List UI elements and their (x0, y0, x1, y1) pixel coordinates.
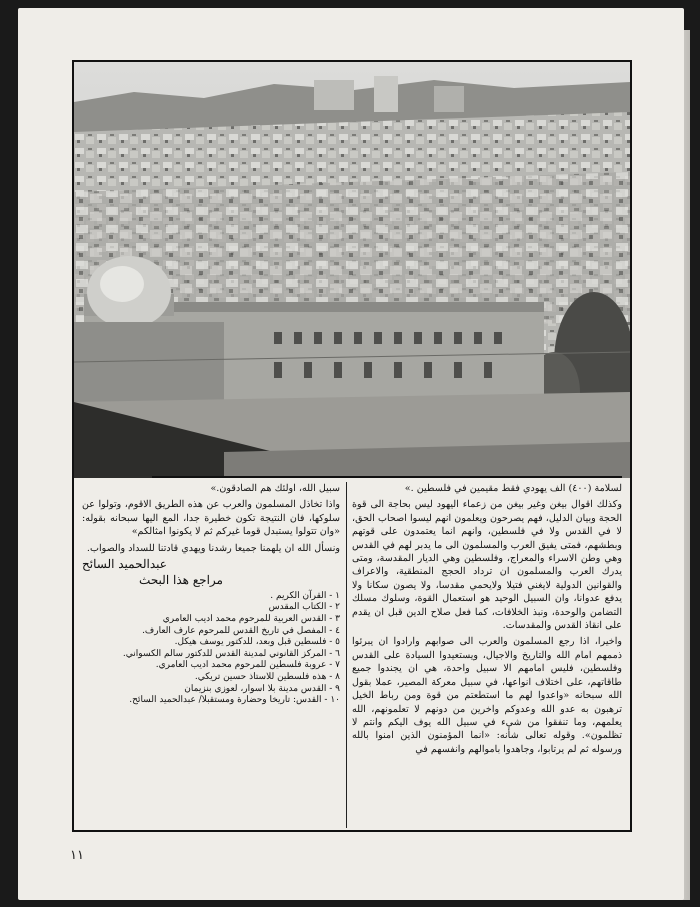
references-title: مراجع هذا البحث (139, 573, 223, 588)
paragraph: سبيل الله، اولئك هم الصادقون.» (210, 483, 340, 494)
list-item: ٢ - الكتاب المقدس (268, 602, 340, 613)
list-item: ٥ - فلسطين قبل وبعد، للدكتور يوسف هيكل. (174, 637, 340, 648)
list-item: ٧ - عروبة فلسطين للمرحوم محمد اديب العامري. (155, 660, 340, 671)
list-item: ٤ - المفصل في تاريخ القدس للمرحوم عارف العارف. (142, 625, 340, 636)
list-item: ١٠ - القدس: تاريخا وحضارة ومستقبلا/ عبدالحميد السائح. (129, 695, 340, 706)
page-number: ١١ (70, 848, 84, 863)
right-text-column (352, 482, 622, 759)
paragraph: واذا تخاذل المسلمون والعرب عن هذه الطريق الاقوم، وتولوا عن سلوكها، فان النتيجة تكون خطيرة جدا، المع اليها سبحانه بقوله: «وان تتولوا يستبدل قوما غيركم ثم لا يكونوا امثالكم» (82, 499, 340, 538)
paragraph: وكذلك اقوال بيغن وغير بيغن من زعماء اليهود ليس بحاجة الى قوة الحجة وبيان الدليل، فهم يصرحون ويعلمون انهم ليسوا اصحاب الحق، لا في القدس ولا في فلسطين، وانهم انما يعتمدون على قوتهم وبطشهم، فمتى يفيق العرب والمسلمون الى ما يدبر لهم في القدس وهي وطن الاسراء والمعراج، وفلسطين وهي الديار المقدسة، ومتى يدرك العرب والمسلمون ان ترداد الحجج المنطقية، والاعراف والقوانين الدولية لايغني فتيلا ولايحمي مقدسا، ولا يصون سكانا ولا يدفع عدوانا، وان السبيل الوحيد هو استعمال القوة، وسلوك مسلك التضامن والوحدة، ونبذ الخلافات، كما فعل صلاح الدين قبل ان يقدم على انقاذ القدس والمقدسات. (352, 499, 622, 632)
jerusalem-aqsa-photo (74, 62, 630, 478)
paragraph: ونسأل الله ان يلهمنا جميعا رشدنا ويهدي قادتنا للسداد والصواب. (86, 542, 340, 554)
photo-caption-rule (152, 476, 622, 478)
paragraph: واخيرا، اذا رجع المسلمون والعرب الى صوابهم وارادوا ان يبرئوا ذممهم امام الله والتاريخ والاجيال، ويستعيدوا السيادة على القدس وفلسطين، فليس امامهم الا سبيل واحدة، هي ان يجندوا جميع طاقاتهم، على اختلاف انواعها، في سبيل معركة المصير، عملا بقول الله سبحانه «واعدوا لهم ما استطعتم من قوة ومن رباط الخيل ترهبون به عدو الله وعدوكم واخرين من دونهم لا تعلمونهم، الله يعلمهم، وما تنفقوا من شيء في سبيل الله يوف اليكم وانتم لا تظلمون». وقوله تعالى شأنه: «انما المؤمنون الذين امنوا بالله ورسوله ثم لم يرتابوا، وجاهدوا باموالهم وانفسهم في (352, 636, 622, 755)
author-signature: عبدالحميد السائح (82, 557, 167, 572)
paragraph: لسلامة (٤٠٠) الف يهودي فقط مقيمين في فلسطين .» (404, 483, 622, 494)
list-item: ٦ - المركز القانوني لمدينة القدس للدكتور سالم الكسواني. (122, 648, 340, 659)
references-list (82, 591, 340, 707)
list-item: ١ - القرآن الكريم . (270, 590, 340, 601)
list-item: ٨ - هذه فلسطين للاستاذ حسين تريكي. (194, 672, 340, 682)
list-item: ٣ - القدس العربية للمرحوم محمد اديب العامري (162, 614, 340, 625)
list-item: ٩ - القدس مدينة بلا اسوار، لعوزي بنزيمان (184, 683, 340, 694)
left-text-column (82, 482, 340, 707)
column-divider (346, 482, 347, 828)
